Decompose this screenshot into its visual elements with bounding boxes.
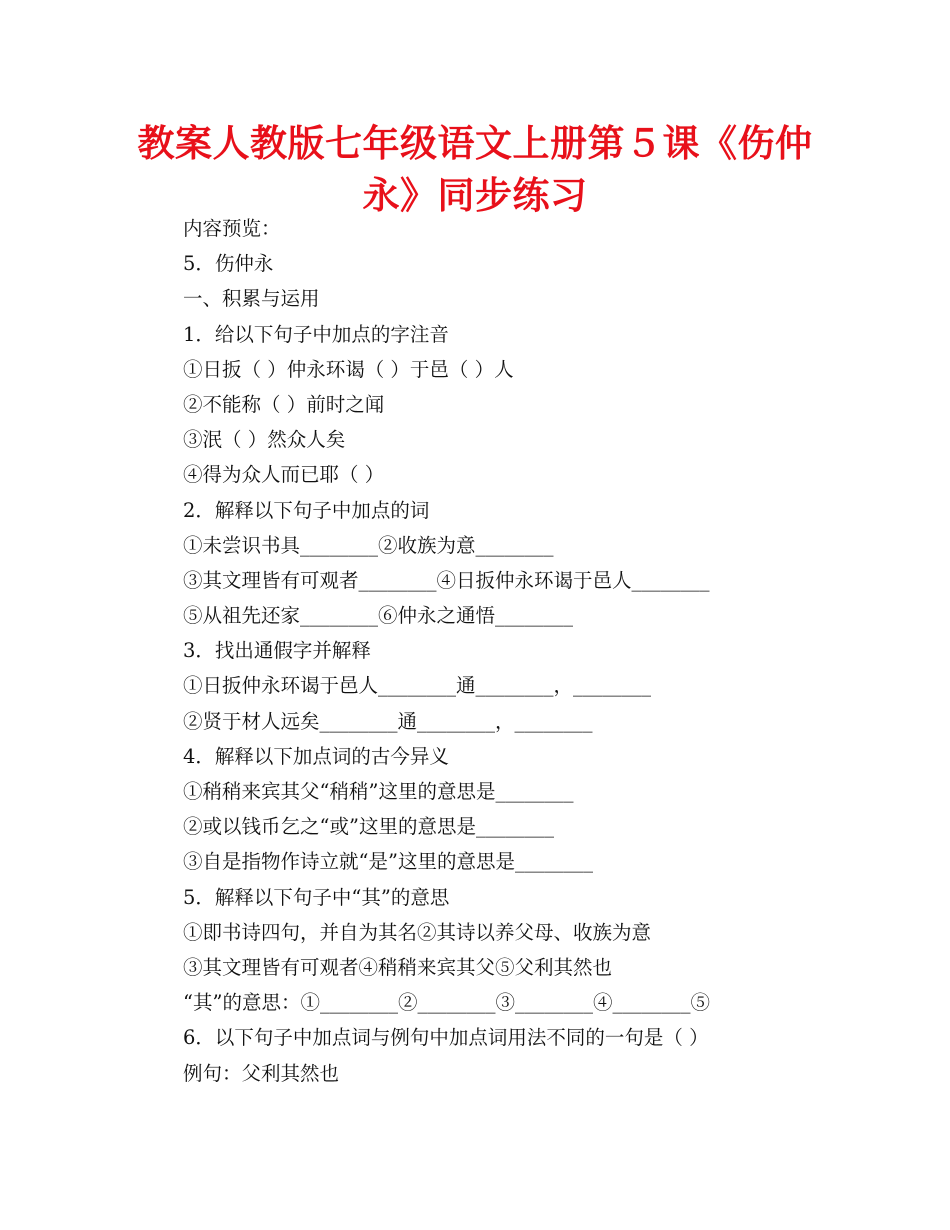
- question-4-item-1: ①稍稍来宾其父“稍稍”这里的意思是________: [183, 780, 574, 803]
- question-5-items-3-5: ③其文理皆有可观者④稍稍来宾其父⑤父利其然也: [183, 955, 613, 979]
- question-5-answer-line: “其”的意思：①________②________③________④________⑤: [183, 991, 710, 1015]
- document-body: [183, 211, 903, 1091]
- question-5: 5．解释以下句子中“其”的意思: [183, 885, 450, 909]
- question-3: 3．找出通假字并解释: [183, 639, 371, 663]
- question-1-item-4: ④得为众人而已耶（ ）: [183, 463, 385, 487]
- question-2: 2．解释以下句子中加点的词: [183, 498, 430, 522]
- question-1: 1．给以下句子中加点的字注音: [183, 322, 449, 346]
- question-4-item-3: ③自是指物作诗立就“是”这里的意思是________: [183, 850, 593, 874]
- question-1-item-3: ③泯（ ）然众人矣: [183, 428, 346, 452]
- page-title: [120, 118, 830, 222]
- question-2-items-3-4: ③其文理皆有可观者________④日扳仲永环谒于邑人________: [183, 568, 710, 592]
- question-1-item-1: ①日扳（ ）仲永环谒（ ）于邑（ ）人: [183, 357, 514, 381]
- question-2-items-5-6: ⑤从祖先还家________⑥仲永之通悟________: [183, 604, 574, 628]
- preview-label: 内容预览：: [183, 217, 281, 240]
- question-3-item-2: ②贤于材人远矣________通________，________: [183, 709, 593, 733]
- question-3-item-1: ①日扳仲永环谒于邑人________通________，________: [183, 674, 652, 698]
- question-2-items-1-2: ①未尝识书具________②收族为意________: [183, 533, 554, 557]
- question-1-item-2: ②不能称（ ）前时之闻: [183, 392, 385, 416]
- section-heading: 一、积累与运用: [183, 287, 320, 311]
- title-line-2: 永》同步练习: [362, 174, 588, 217]
- question-5-items-1-2: ①即书诗四句，并自为其名②其诗以养父母、收族为意: [183, 920, 652, 944]
- title-line-1: 教案人教版七年级语文上册第５课《伤仲: [137, 122, 813, 165]
- lesson-heading: 5．伤仲永: [183, 252, 274, 276]
- question-4: 4．解释以下加点词的古今异义: [183, 744, 449, 768]
- question-4-item-2: ②或以钱币乞之“或”这里的意思是________: [183, 815, 554, 839]
- question-6: 6．以下句子中加点词与例句中加点词用法不同的一句是（ ）: [183, 1026, 709, 1050]
- question-6-example: 例句：父利其然也: [183, 1061, 340, 1085]
